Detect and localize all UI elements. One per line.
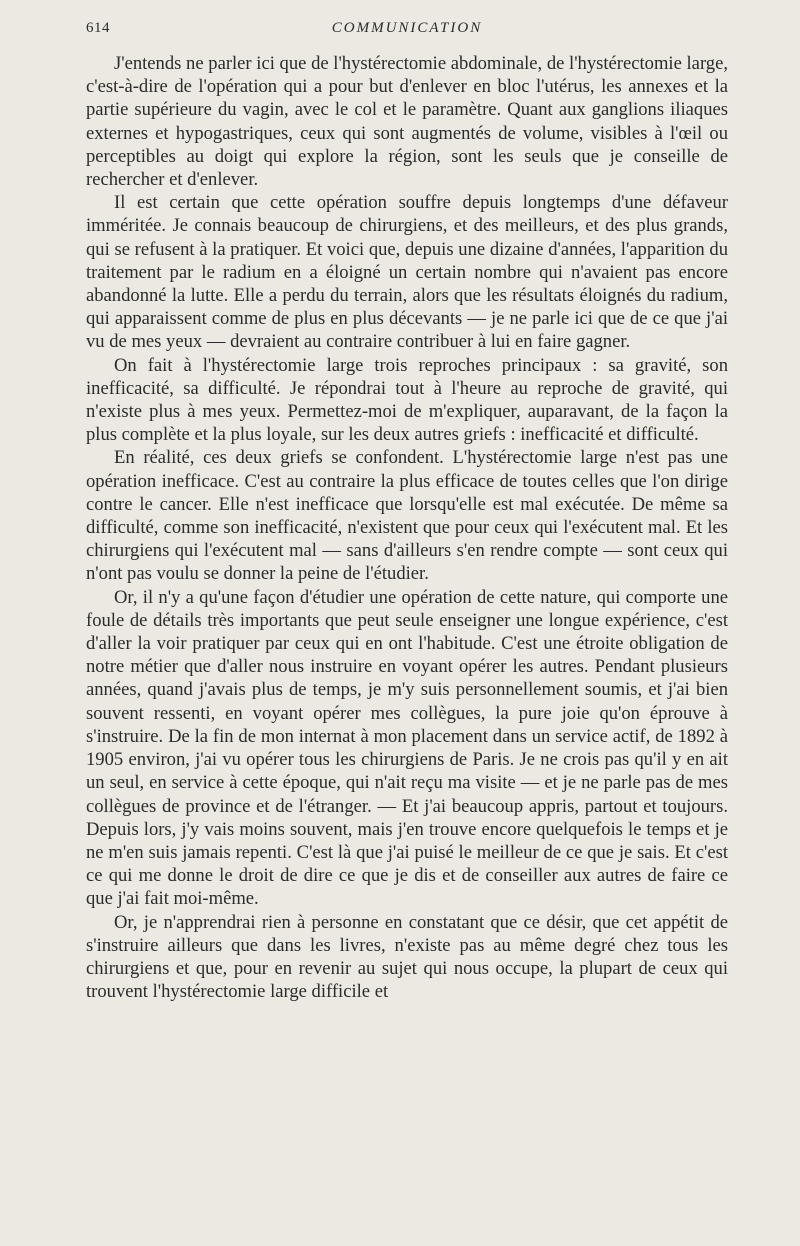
paragraph: Or, je n'apprendrai rien à personne en constatant que ce désir, que cet appétit de s'instruire ailleurs que dans les livres, n'existe pas au même degré chez tous les chirurgiens et que, pour en revenir au sujet qui nous occupe, la plupart de ceux qui trouvent l'hystérectomie large difficile et: [86, 911, 728, 1003]
paragraph: En réalité, ces deux griefs se confondent. L'hystérectomie large n'est pas une opération inefficace. C'est au contraire la plus efficace de toutes celles que l'on dirige contre le cancer. Elle n'est inefficace que lorsqu'elle est mal exécutée. De même sa difficulté, comme son inefficacité, n'existent que pour ceux qui l'exécutent mal. Et les chirurgiens qui l'exécutent mal — sans d'ailleurs s'en rendre compte — sont ceux qui n'ont pas voulu se donner la peine de l'étudier.: [86, 447, 728, 585]
paragraph: Il est certain que cette opération souffre depuis longtemps d'une défaveur imméritée. Je connais beaucoup de chirurgiens, et des meilleurs, et des plus grands, qui se refusent à la pratiquer. Et voici que, depuis une dizaine d'années, l'apparition du traitement par le radium en a éloigné un certain nombre qui n'avaient pas encore abandonné la lutte. Elle a perdu du terrain, alors que les résultats éloignés du radium, qui apparaissent comme de plus en plus décevants — je ne parle ici que de ce que j'ai vu de mes yeux — devraient au contraire contribuer à lui en faire gagner.: [86, 192, 728, 353]
paragraph: J'entends ne parler ici que de l'hystérectomie abdominale, de l'hystérectomie large, c'est-à-dire de l'opération qui a pour but d'enlever en bloc l'utérus, les annexes et la partie supérieure du vagin, avec le col et le paramètre. Quant aux ganglions iliaques externes et hypogastriques, ceux qui sont augmentés de volume, visibles à l'œil ou perceptibles au doigt qui explore la région, sont les seuls que je conseille de rechercher et d'enlever.: [86, 53, 728, 191]
body-text: [86, 52, 728, 1003]
paragraph: Or, il n'y a qu'une façon d'étudier une opération de cette nature, qui comporte une foule de détails très importants que peut seule enseigner une longue expérience, c'est d'aller la voir pratiquer par ceux qui en ont l'habitude. C'est une étroite obligation de notre métier que d'aller nous instruire en voyant opérer les autres. Pendant plusieurs années, quand j'avais plus de temps, je m'y suis personnellement soumis, et j'ai bien souvent ressenti, en voyant opérer mes collègues, la pure joie qu'on éprouve à s'instruire. De la fin de mon internat à mon placement dans un service actif, de 1892 à 1905 environ, j'ai vu opérer tous les chirurgiens de Paris. Je ne crois pas qu'il y en ait un seul, en service à cette époque, qui n'ait reçu ma visite — et je ne parle pas de mes collègues de province et de l'étranger. — Et j'ai beaucoup appris, partout et toujours. Depuis lors, j'y vais moins souvent, mais j'en trouve encore quelquefois le temps et je ne m'en suis jamais repenti. C'est là que j'ai puisé le meilleur de ce que je sais. Et c'est ce qui me donne le droit de dire ce que je dis et de conseiller aux autres de faire ce que j'ai fait moi-même.: [86, 586, 728, 910]
running-title: COMMUNICATION: [331, 20, 483, 36]
paragraph: On fait à l'hystérectomie large trois reproches principaux : sa gravité, son inefficacité, sa difficulté. Je répondrai tout à l'heure au reproche de gravité, qui n'existe plus à mes yeux. Permettez-moi de m'expliquer, auparavant, de la façon la plus complète et la plus loyale, sur les deux autres griefs : inefficacité et difficulté.: [86, 354, 728, 446]
page-header: [86, 18, 728, 48]
page-number: 614: [86, 20, 110, 36]
